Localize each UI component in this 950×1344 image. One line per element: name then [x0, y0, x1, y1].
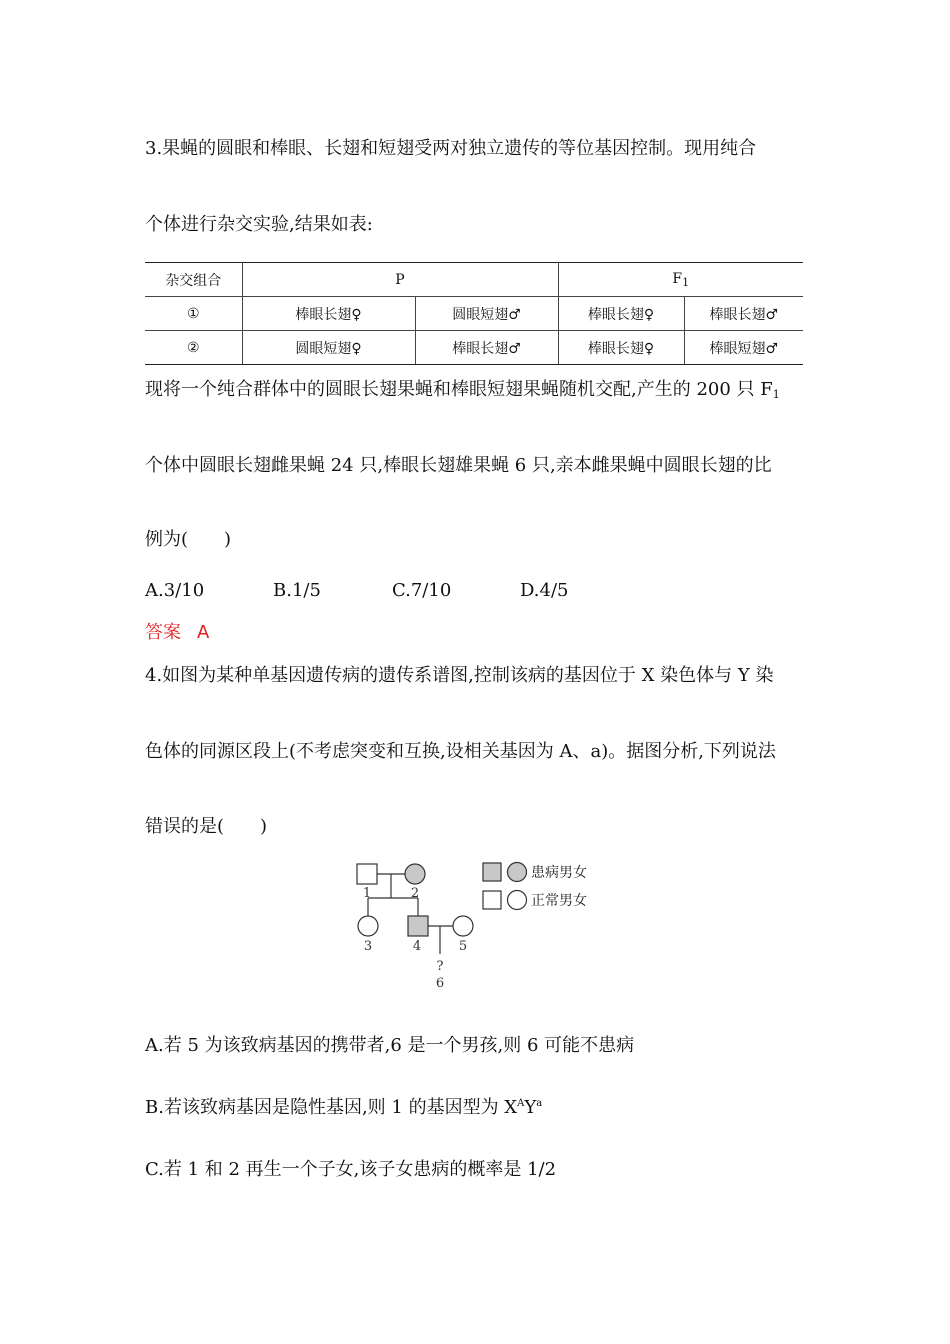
individual-1-male-normal [357, 864, 377, 884]
option-b[interactable]: B.1/5 [273, 580, 321, 601]
legend-affected-label: 患病男女 [531, 865, 587, 881]
cell-f1-female: 棒眼长翅♀ [558, 331, 684, 365]
label-individual-3: 3 [363, 939, 373, 954]
individual-5-female-normal [453, 916, 473, 936]
table-row [145, 297, 803, 331]
label-unknown: ? [436, 959, 444, 974]
header-cross-group: 杂交组合 [145, 263, 242, 297]
individual-2-female-affected [405, 864, 425, 884]
legend-normal-female-icon [508, 891, 527, 910]
option-c[interactable]: C.7/10 [392, 580, 452, 601]
q4-stem-line-2: 色体的同源区段上(不考虑突变和互换,设相关基因为 A、a)。据图分析,下列说法 [145, 741, 776, 762]
q4-stem-line-1: 4.如图为某种单基因遗传病的遗传系谱图,控制该病的基因位于 X 染色体与 Y 染 [145, 665, 774, 686]
cell-p-female: 圆眼短翅♀ [242, 331, 415, 365]
label-individual-5: 5 [458, 939, 468, 954]
q3-stem-line-1: 3.果蝇的圆眼和棒眼、长翅和短翅受两对独立遗传的等位基因控制。现用纯合 [145, 138, 757, 159]
option-d[interactable]: D.4/5 [520, 580, 569, 601]
legend-affected-female-icon [508, 863, 527, 882]
q3-stem-line-4: 个体中圆眼长翅雌果蝇 24 只,棒眼长翅雄果蝇 6 只,亲本雌果蝇中圆眼长翅的比 [145, 455, 772, 476]
table-header-row [145, 263, 803, 297]
cell-p-male: 圆眼短翅♂ [415, 297, 558, 331]
q3-stem-line-2: 个体进行杂交实验,结果如表: [145, 214, 373, 235]
cell-f1-male: 棒眼短翅♂ [684, 331, 803, 365]
legend-normal-label: 正常男女 [531, 893, 587, 909]
legend-affected-male-icon [483, 863, 501, 881]
q3-stem-line-5: 例为( ) [145, 529, 232, 550]
cell-f1-female: 棒眼长翅♀ [558, 297, 684, 331]
label-individual-6: 6 [435, 976, 445, 991]
label-individual-2: 2 [410, 886, 420, 901]
label-individual-4: 4 [412, 939, 422, 954]
q4-option-b[interactable]: B.若该致病基因是隐性基因,则 1 的基因型为 $X^AY^a$ [145, 1097, 543, 1118]
individual-4-male-affected [408, 916, 428, 936]
row-id: ① [145, 297, 242, 331]
header-parent: P [242, 263, 558, 297]
q4-option-c[interactable]: C.若 1 和 2 再生一个子女,该子女患病的概率是 1/2 [145, 1159, 557, 1180]
legend-normal-male-icon [483, 891, 501, 909]
option-a[interactable]: A.3/10 [145, 580, 205, 601]
cell-p-male: 棒眼长翅♂ [415, 331, 558, 365]
table-row [145, 331, 803, 365]
row-id: ② [145, 331, 242, 365]
header-f1: $F_1$ [558, 263, 803, 297]
q3-stem-line-3: 现将一个纯合群体中的圆眼长翅果蝇和棒眼短翅果蝇随机交配,产生的 200 只 $F_1$ [145, 379, 780, 401]
label-individual-1: 1 [362, 886, 372, 901]
q3-answer: 答案 A [145, 622, 210, 643]
q4-option-a[interactable]: A.若 5 为该致病基因的携带者,6 是一个男孩,则 6 可能不患病 [145, 1035, 635, 1056]
cross-experiment-table [145, 262, 803, 365]
pedigree-diagram [340, 850, 620, 995]
individual-3-female-normal [358, 916, 378, 936]
q4-stem-line-3: 错误的是( ) [145, 816, 268, 837]
cell-p-female: 棒眼长翅♀ [242, 297, 415, 331]
cell-f1-male: 棒眼长翅♂ [684, 297, 803, 331]
